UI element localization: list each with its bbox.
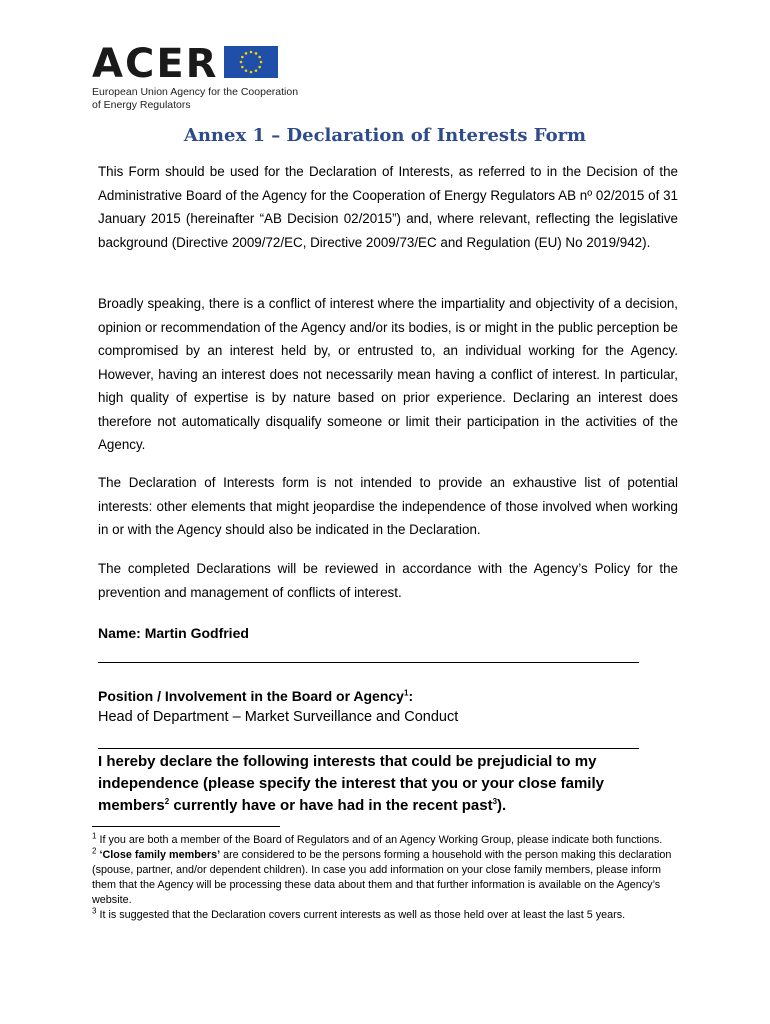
eu-star	[250, 71, 253, 74]
position-underline	[98, 748, 639, 749]
eu-star	[255, 69, 258, 72]
eu-star	[245, 52, 248, 55]
footnote-2: $^2$ ‘Close family members’ are considered to be the persons forming a household with the person making this declaration (spouse, partner, and/or dependent children). In case you add information on your close family members, please inform them that the Agency will be processing these data about them and that further information is available on the Agency’s website.	[92, 846, 672, 906]
eu-star	[250, 51, 253, 54]
footnotes	[92, 833, 682, 923]
acer-logo	[92, 41, 312, 112]
eu-flag-icon	[224, 46, 278, 78]
position-value: Head of Department – Market Surveillance and Conduct	[98, 709, 459, 725]
eu-star	[241, 66, 244, 69]
page-title: Annex 1 – Declaration of Interests Form	[183, 125, 587, 146]
intro-paragraph: This Form should be used for the Declaration of Interests, as referred to in the Decision of the Administrative Board of the Agency for the Cooperation of Energy Regulators AB nº 02/2015 of 31 January 2015 (hereinafter “AB Decision 02/2015”) and, where relevant, reflecting the legislative background (Directive 2009/72/EC, Directive 2009/73/EC and Regulation (EU) No 2019/942).	[98, 164, 678, 250]
name-value: Martin Godfried	[144, 625, 249, 641]
footnote-1: $^1$ If you are both a member of the Board of Regulators and of an Agency Working Group, please indicate both functions.	[92, 831, 663, 846]
footnote-ref-1: 1	[403, 688, 409, 698]
eu-star	[255, 52, 258, 55]
declaration-statement: I hereby declare the following interests that could be prejudicial to my independence (please specify the interest that you or your close family members$^2$ currently have or have had in the recent past$^3$).	[98, 753, 604, 814]
eu-star	[245, 69, 248, 72]
logo-wordmark: ACER	[92, 41, 219, 87]
name-field	[98, 625, 249, 641]
footnote-3: $^3$ It is suggested that the Declaration covers current interests as well as those held over at least the last 5 years.	[92, 906, 626, 921]
name-label: Name:	[98, 625, 141, 641]
position-label: Position / Involvement in the Board or Agency$^1$:	[98, 688, 414, 704]
eu-star	[260, 61, 263, 64]
logo-subtitle: European Union Agency for the Cooperation of Energy Regulators	[92, 86, 299, 111]
footnote-separator	[92, 826, 280, 827]
eu-star	[259, 56, 262, 59]
name-underline	[98, 662, 639, 663]
review-paragraph: The completed Declarations will be reviewed in accordance with the Agency’s Policy for the prevention and management of conflicts of interest.	[98, 561, 678, 600]
eu-star	[240, 61, 243, 64]
scope-paragraph: The Declaration of Interests form is not intended to provide an exhaustive list of potential interests: other elements that might jeopardise the independence of those involved when working in or with the Agency should also be indicated in the Declaration.	[98, 475, 678, 537]
eu-star	[259, 66, 262, 69]
footnote-ref-3: 3	[492, 797, 498, 806]
conflict-definition-paragraph: Broadly speaking, there is a conflict of interest where the impartiality and objectivity of a decision, opinion or recommendation of the Agency and/or its bodies, is or might in the public perception be compromised by an interest held by, or entrusted to, an individual working for the Agency. However, having an interest does not necessarily mean having a conflict of interest. In particular, high quality of expertise is by nature based on prior experience. Declaring an interest does therefore not automatically disqualify someone or limit their participation in the activities of the Agency.	[98, 296, 678, 452]
eu-star	[241, 56, 244, 59]
footnote-ref-2: 2	[164, 797, 170, 806]
